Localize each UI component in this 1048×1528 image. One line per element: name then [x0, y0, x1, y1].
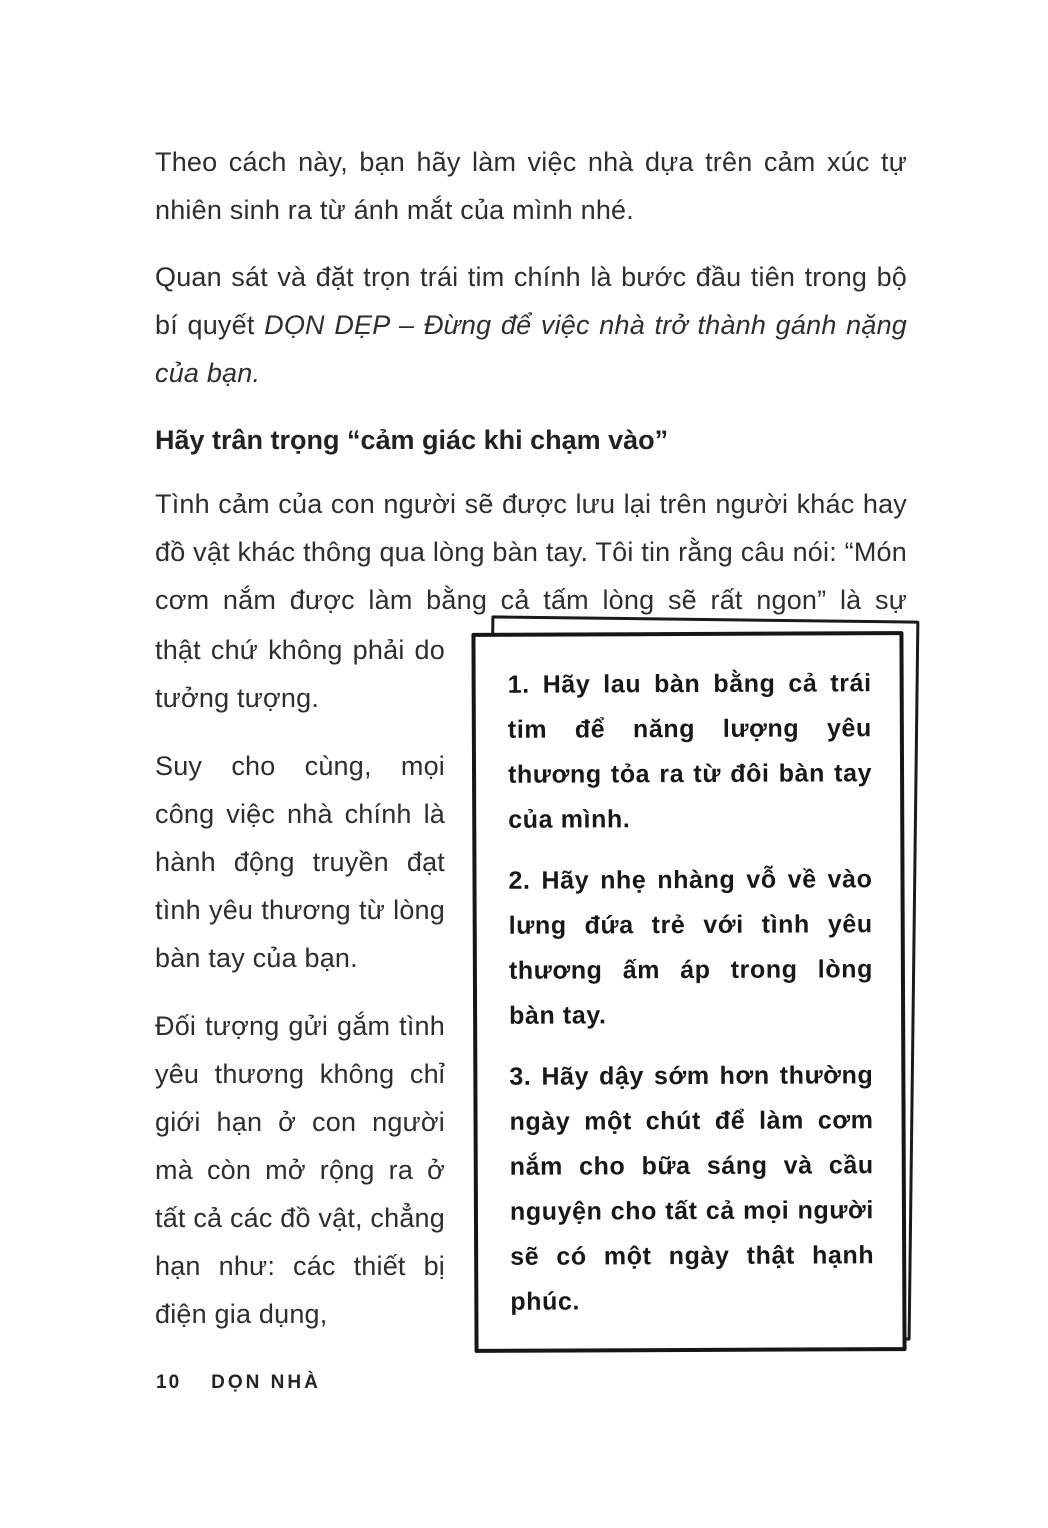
paragraph-housework: Suy cho cùng, mọi công việc nhà chính là hành động truyền đạt tình yêu thương từ lòng bàn tay của bạn.	[155, 751, 445, 973]
paragraph-intro: Theo cách này, bạn hãy làm việc nhà dựa trên cảm xúc tự nhiên sinh ra từ ánh mắt của mình nhé.	[155, 147, 907, 225]
page-footer	[156, 1372, 321, 1394]
page-number: 10	[156, 1372, 182, 1393]
handdrawn-note-box	[473, 632, 905, 1352]
left-text-column	[155, 626, 445, 1358]
paragraph-objects: Đối tượng gửi gắm tình yêu thương không chỉ giới hạn ở con người mà còn mở rộng ra ở tất cả các đồ vật, chẳng hạn như: các thiết bị điện gia dụng,	[155, 1011, 445, 1329]
two-column-section	[155, 626, 907, 1358]
paragraph-touch: Tình cảm của con người sẽ được lưu lại trên người khác hay đồ vật khác thông qua lòng bàn tay. Tôi tin rằng câu nói: “Món cơm nắm được làm bằng cả tấm lòng sẽ rất ngon” là sự	[155, 489, 907, 615]
book-title: DỌN NHÀ	[211, 1372, 321, 1393]
paragraph-secret	[155, 253, 907, 397]
note-box-front	[471, 631, 906, 1353]
paragraph-touch-continued: thật chứ không phải do tưởng tượng.	[155, 635, 445, 713]
right-note-column	[473, 632, 907, 1352]
note-item: 3. Hãy dậy sớm hơn thường ngày một chút để làm cơm nắm cho bữa sáng và cầu nguyện cho tất cả mọi người sẽ có một ngày thật hạnh phúc.	[509, 1061, 875, 1316]
note-item: 1. Hãy lau bàn bằng cả trái tim để năng lượng yêu thương tỏa ra từ đôi bàn tay của mình.	[507, 669, 873, 834]
section-heading: Hãy trân trọng “cảm giác khi chạm vào”	[155, 425, 669, 455]
note-item: 2. Hãy nhẹ nhàng vỗ về vào lưng đứa trẻ với tình yêu thương ấm áp trong lòng bàn tay.	[508, 865, 873, 1030]
paragraph-secret-normal: Quan sát và đặt trọn trái tim chính là bước đầu tiên trong bộ bí quyết	[155, 262, 907, 340]
book-subtitle-italic: DỌN DẸP – Đừng để việc nhà trở thành gánh nặng của bạn.	[155, 310, 908, 388]
